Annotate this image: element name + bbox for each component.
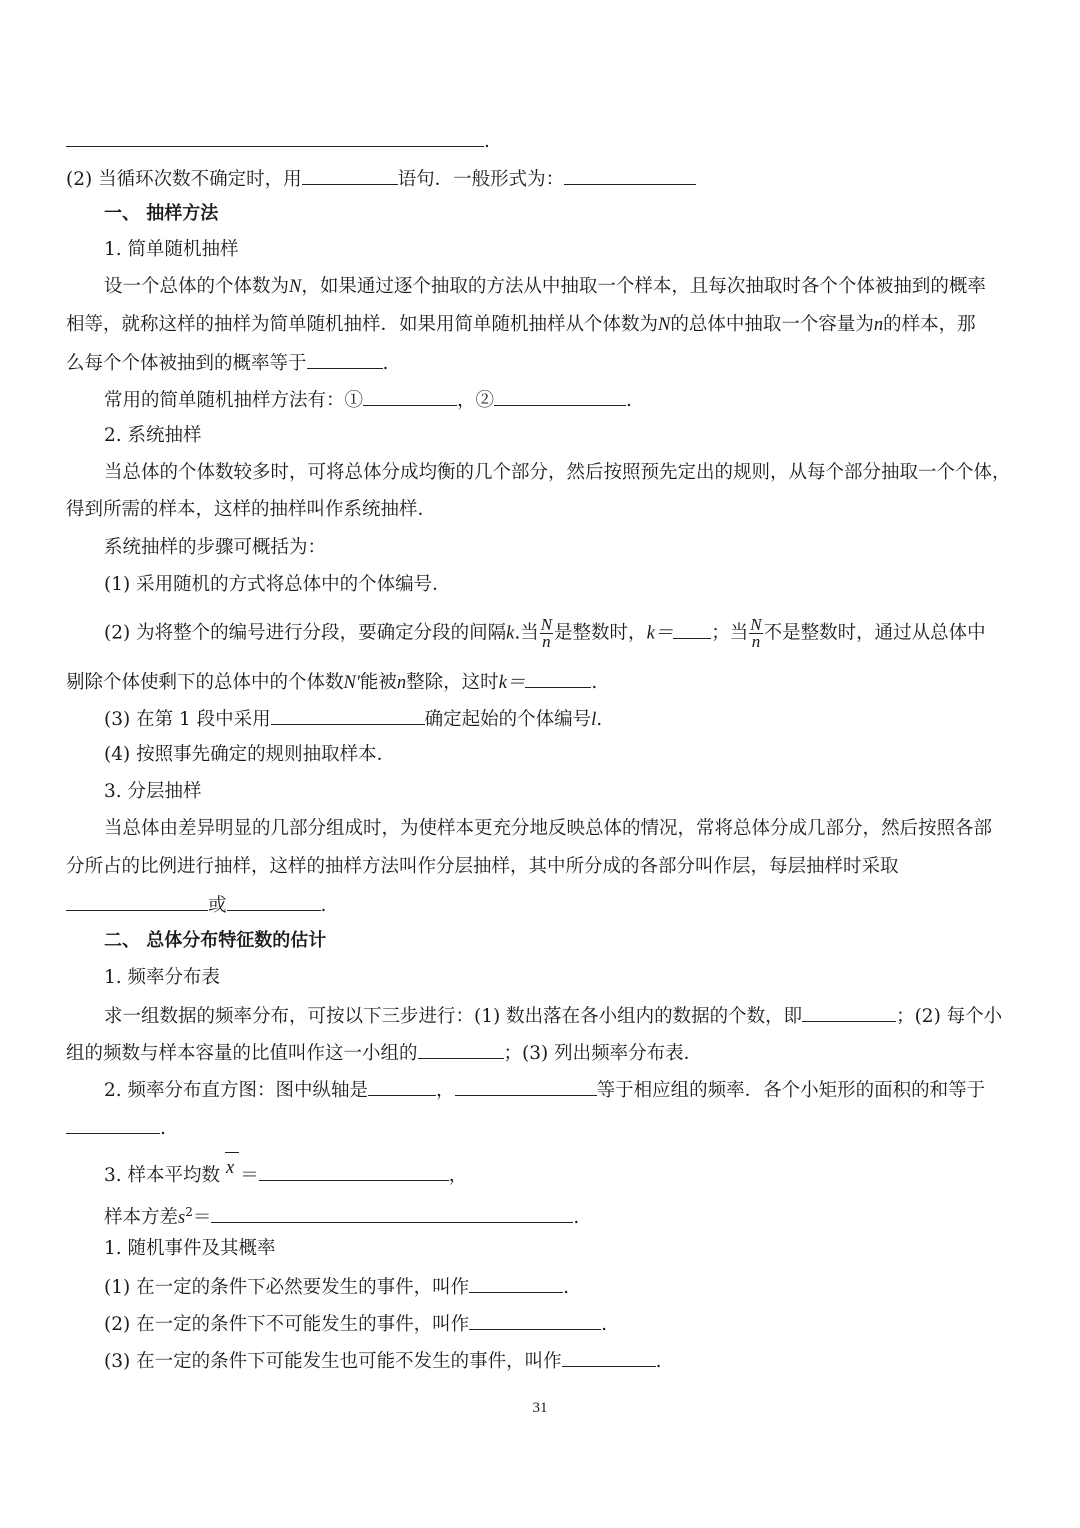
fill-blank bbox=[525, 669, 591, 688]
fill-blank bbox=[66, 128, 484, 147]
para-line: (1) 采用随机的方式将总体中的个体编号． bbox=[104, 574, 451, 595]
para-line: 或 . bbox=[66, 892, 326, 918]
fill-blank bbox=[259, 1162, 449, 1181]
para-line: 组的频数与样本容量的比值叫作这一小组的 ；(3) 列出频率分布表． bbox=[66, 1040, 702, 1066]
para-line: (1) 在一定的条件下必然要发生的事件，叫作 . bbox=[104, 1274, 569, 1300]
fill-blank bbox=[66, 892, 208, 911]
fill-blank bbox=[368, 1077, 436, 1096]
para-line: (4) 按照事先确定的规则抽取样本． bbox=[104, 744, 396, 765]
para-line: (2) 在一定的条件下不可能发生的事件，叫作 . bbox=[104, 1311, 607, 1337]
fill-blank bbox=[564, 166, 696, 185]
fill-blank bbox=[418, 1040, 504, 1059]
x-bar: x bbox=[226, 1164, 234, 1188]
para-line: (3) 在一定的条件下可能发生也可能不发生的事件，叫作 . bbox=[104, 1348, 661, 1374]
para-line: 求一组数据的频率分布，可按以下三步进行：(1) 数出落在各小组内的数据的个数，即 ；(2) 每个小 bbox=[104, 1003, 1002, 1029]
section-heading-1: 一、 抽样方法 bbox=[104, 203, 219, 224]
para-line: 设一个总体的个体数为N，如果通过逐个抽取的方法从中抽取一个样本，且每次抽取时各个个体被抽到的概率 bbox=[104, 276, 986, 297]
fill-blank bbox=[211, 1204, 573, 1223]
para-line: 分所占的比例进行抽样，这样的抽样方法叫作分层抽样，其中所分成的各部分叫作层，每层抽样时采取 bbox=[66, 856, 899, 877]
fill-blank bbox=[802, 1003, 896, 1022]
para-line: 2. 频率分布直方图：图中纵轴是 ， 等于相应组的频率．各个小矩形的面积的和等于 bbox=[104, 1077, 985, 1103]
para-line: 当总体的个体数较多时，可将总体分成均衡的几个部分，然后按照预先定出的规则，从每个部分抽取一个个体， bbox=[104, 462, 1011, 483]
line-1: (2) 当循环次数不确定时，用 语句．一般形式为： bbox=[66, 166, 696, 192]
subsection-4: 1. 频率分布表 bbox=[104, 967, 221, 988]
para-line: 系统抽样的步骤可概括为： bbox=[104, 537, 327, 558]
fill-blank bbox=[307, 350, 383, 369]
fill-blank bbox=[494, 387, 626, 406]
para-line: 剔除个体使剩下的总体中的个体数N′能被n整除，这时k＝ . bbox=[66, 669, 597, 695]
para-line: 得到所需的样本，这样的抽样叫作系统抽样． bbox=[66, 499, 437, 520]
para-line: 3. 样本平均数 x ＝ ， bbox=[104, 1162, 467, 1188]
subsection-2: 2. 系统抽样 bbox=[104, 425, 202, 446]
fill-blank bbox=[469, 1274, 563, 1293]
para-line: . bbox=[66, 1115, 166, 1141]
fraction-N-over-n: $\frac{N}{n}$ bbox=[750, 615, 762, 651]
fill-blank bbox=[363, 387, 457, 406]
section-heading-2: 二、 总体分布特征数的估计 bbox=[104, 930, 327, 951]
fill-blank bbox=[271, 706, 425, 725]
page-number: 31 bbox=[532, 1400, 548, 1416]
line-0: . bbox=[66, 128, 490, 154]
para-line: (3) 在第 1 段中采用 确定起始的个体编号l. bbox=[104, 706, 602, 732]
fraction-N-over-n: $\frac{N}{n}$ bbox=[540, 615, 553, 651]
para-line: 样本方差$s^2=$ . bbox=[104, 1205, 580, 1229]
para-line: 常用的简单随机抽样方法有：① ，② . bbox=[104, 387, 632, 413]
fill-blank bbox=[673, 620, 711, 639]
fill-blank bbox=[562, 1348, 656, 1367]
subsection-1: 1. 简单随机抽样 bbox=[104, 239, 239, 260]
subsection-3: 3. 分层抽样 bbox=[104, 781, 202, 802]
para-line: 相等，就称这样的抽样为简单随机抽样．如果用简单随机抽样从个体数为N的总体中抽取一个容量为n的样本，那 bbox=[66, 314, 976, 335]
fill-blank bbox=[227, 892, 321, 911]
overline bbox=[225, 1152, 239, 1153]
para-line: 1. 随机事件及其概率 bbox=[104, 1238, 276, 1259]
fill-blank bbox=[455, 1077, 597, 1096]
para-line: 当总体由差异明显的几部分组成时，为使样本更充分地反映总体的情况，常将总体分成几部分，然后按照各部 bbox=[104, 818, 993, 839]
para-line-fraction: (2) 为将整个的编号进行分段，要确定分段的间隔k.当 $\frac{N}{n}$ 是整数时，k＝ ；当 $\frac{N}{n}$ 不是整数时，通过从总体中 bbox=[104, 615, 986, 651]
para-line: 么每个个体被抽到的概率等于 . bbox=[66, 350, 388, 376]
fill-blank bbox=[66, 1115, 160, 1134]
fill-blank bbox=[469, 1311, 601, 1330]
fill-blank bbox=[302, 166, 398, 185]
